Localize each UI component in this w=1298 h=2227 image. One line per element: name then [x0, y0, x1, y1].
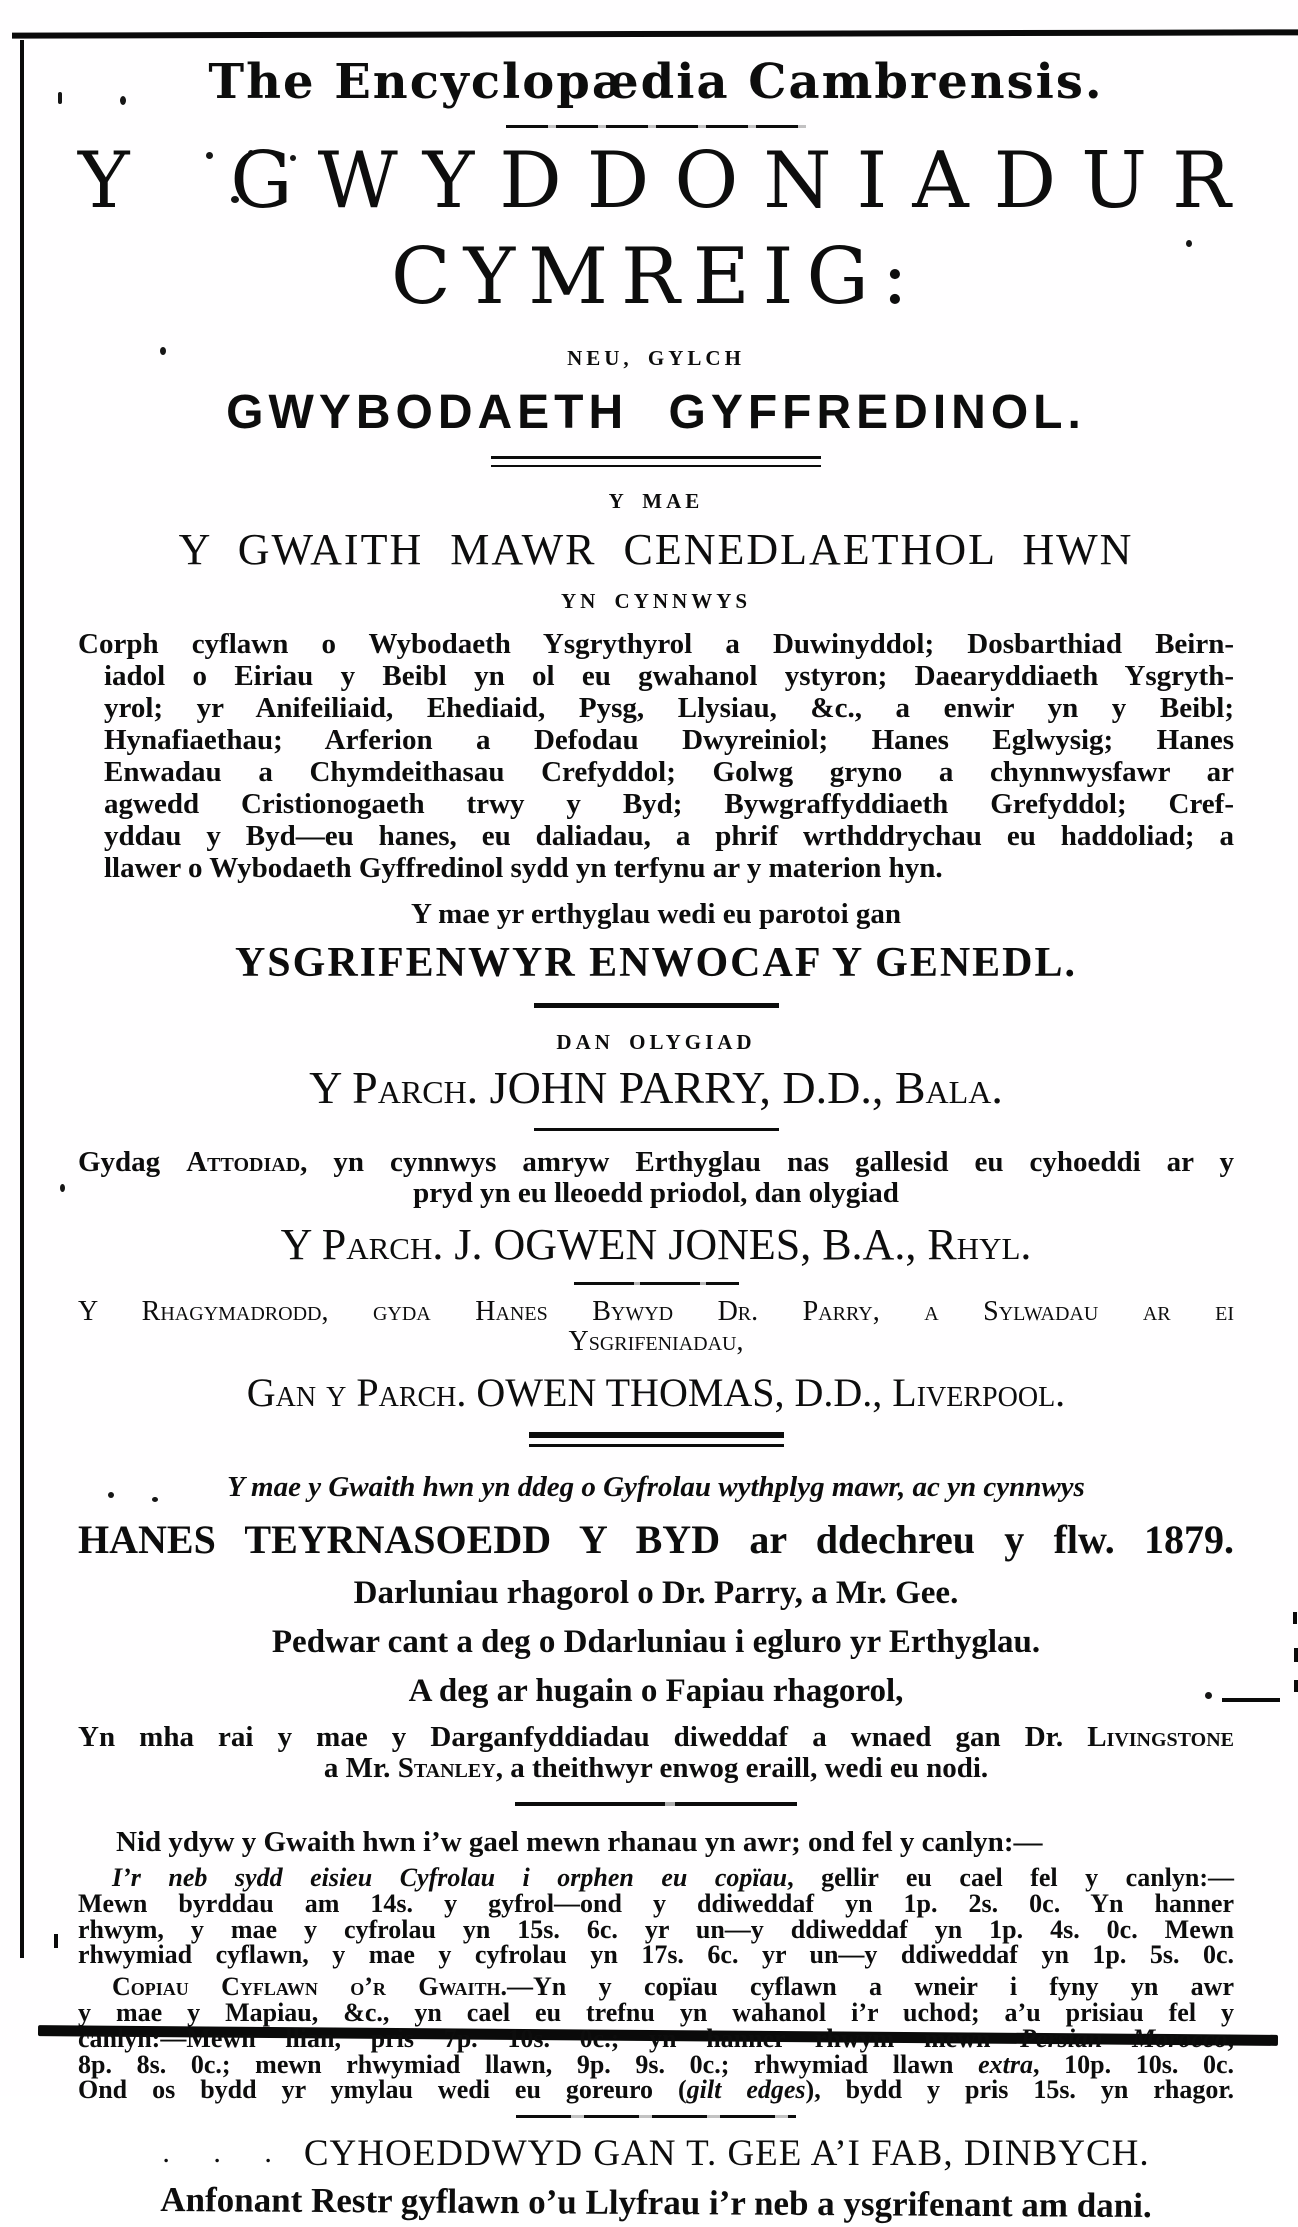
- editor-owen-thomas: Gan y Parch. OWEN THOMAS, D.D., Liverpool.: [246, 1370, 1066, 1415]
- appendix-paragraph: [78, 1147, 1234, 1209]
- preface-line1: Y Rhagymadrodd, gyda Hanes Bywyd Dr. Parry, a Sylwadau ar ei: [78, 1296, 1234, 1327]
- price-line: rhwymiad cyflawn, y mae y cyfrolau yn 17s. 6c. yr un—y ddiweddaf yn 1p. 5s. 0c.: [78, 1940, 1234, 1970]
- section-double-rule: [529, 1432, 784, 1447]
- preface-paragraph: [78, 1297, 1234, 1357]
- scan-mark: [54, 1934, 58, 1948]
- maps-line1: Yn mha rai y mae y Darganfyddiadau diweddaf a wnaed gan Dr. Livingstone: [78, 1721, 1234, 1753]
- page-top-border: [12, 29, 1298, 38]
- masthead-underline: [506, 125, 806, 128]
- complete-copies-paragraph: [78, 1974, 1234, 2103]
- maps-paragraph: [78, 1722, 1234, 1784]
- scan-mark: [1294, 1648, 1298, 1662]
- scan-speck: [60, 1184, 65, 1192]
- contents-line: iadol o Eiriau y Beibl yn ol eu gwahanol ystyron; Daearyddiaeth Ysgryth-: [104, 660, 1234, 692]
- contents-line: yddau y Byd—eu hanes, eu daliadau, a phrif wrthddrychau eu haddoliad; a: [104, 820, 1234, 852]
- editor2-rule: [574, 1282, 739, 1285]
- feature-illustrations: Pedwar cant a deg o Ddarluniau i egluro yr Erthyglau.: [271, 1624, 1041, 1660]
- footer-note: Anfonant Restr gyflawn o’u Llyfrau i’r neb a ysgrifenant am dani.: [160, 2180, 1152, 2226]
- contents-line: agwedd Cristionogaeth trwy y Byd; Bywgraffyddiaeth Grefyddol; Cref-: [104, 788, 1234, 820]
- subtitle-kicker: NEU, GYLCH: [567, 346, 745, 370]
- editor-ogwen-jones: Y Parch. J. OGWEN JONES, B.A., Rhyl.: [280, 1220, 1032, 1269]
- writers-rule: [534, 1003, 779, 1008]
- preface-line2: Ysgrifeniadau,: [568, 1326, 744, 1357]
- volumes-note: Y mae y Gwaith hwn yn ddeg o Gyfrolau wythplyg mawr, ac yn cynnwys: [227, 1471, 1085, 1503]
- editor1-rule: [534, 1128, 779, 1131]
- feature-maps: A deg ar hugain o Fapiau rhagorol,: [408, 1673, 904, 1709]
- contents-line: llawer o Wybodaeth Gyffredinol sydd yn terfynu ar y materion hyn.: [104, 852, 943, 884]
- page-left-border: [20, 40, 24, 1958]
- appendix-line2: pryd yn eu lleoedd priodol, dan olygiad: [413, 1177, 899, 1209]
- publisher-rule: [516, 2115, 796, 2118]
- price-line: canlyn:—Mewn llian, pris 7p. 10s. 0c.; yn hanner rhwym mewn Persian Morocco,: [78, 2023, 1234, 2053]
- advert-content-column: [78, 50, 1256, 2226]
- publisher-line: [78, 2132, 1234, 2175]
- work-title: Y GWAITH MAWR CENEDLAETHOL HWN: [178, 525, 1134, 574]
- writers-line: YSGRIFENWYR ENWOCAF Y GENEDL.: [234, 940, 1078, 986]
- label-y-mae: Y MAE: [608, 489, 704, 513]
- contents-paragraph: [78, 628, 1234, 884]
- editor-john-parry: Y Parch. JOHN PARRY, D.D., Bala.: [309, 1062, 1003, 1113]
- maps-rule: [515, 1802, 797, 1806]
- price-line: 8p. 8s. 0c.; mewn rhwymiad llawn, 9p. 9s. 0c.; rhwymiad llawn extra, 10p. 10s. 0c.: [78, 2049, 1234, 2079]
- subtitle: GWYBODAETH GYFFREDINOL.: [226, 386, 1086, 439]
- subtitle-double-rule: [491, 456, 821, 467]
- availability-line: Nid ydyw y Gwaith hwn i’w gael mewn rhanau yn awr; ond fel y canlyn:—: [116, 1826, 1043, 1858]
- maps-line2: a Mr. Stanley, a theithwyr enwog eraill, wedi eu nodi.: [323, 1752, 989, 1784]
- masthead-title: The Encyclopædia Cambrensis.: [208, 54, 1104, 110]
- scan-mark: [1293, 1612, 1297, 1624]
- volumes-price-paragraph: [78, 1865, 1234, 1968]
- contents-line: yrol; yr Anifeiliaid, Ehediaid, Pysg, Llysiau, &c., a enwir yn y Beibl;: [104, 692, 1234, 724]
- leader-dots: . . .: [162, 2136, 290, 2170]
- contents-line: Corph cyflawn o Wybodaeth Ysgrythyrol a Duwinyddol; Dosbarthiad Beirn-: [78, 628, 1234, 660]
- scan-mark: [1294, 1680, 1298, 1692]
- main-title-line2: CYMREIG:: [390, 232, 922, 322]
- prepared-by-line: Y mae yr erthyglau wedi eu parotoi gan: [410, 898, 902, 930]
- price-line: rhwym, y mae y cyfrolau yn 15s. 6c. yr un—y ddiweddaf yn 1p. 4s. 0c. Mewn: [78, 1914, 1234, 1944]
- main-title-line1: Y GWYDDONIADUR: [78, 136, 1256, 226]
- feature-portraits: Darluniau rhagorol o Dr. Parry, a Mr. Gee.: [353, 1575, 959, 1611]
- label-yn-cynnwys: YN CYNNWYS: [560, 589, 752, 613]
- price-line: Copiau Cyflawn o’r Gwaith.—Yn y copïau cyflawn a wneir i fyny yn awr: [112, 1972, 1234, 2002]
- contents-line: Enwadau a Chymdeithasau Crefyddol; Golwg gryno a chynnwysfawr ar: [104, 756, 1234, 788]
- label-dan-olygiad: DAN OLYGIAD: [556, 1030, 756, 1054]
- price-line: y mae y Mapiau, &c., yn cael eu trefnu yn wahanol i’r uchod; a’u prisiau fel y: [78, 1997, 1234, 2027]
- scan-speck: [58, 92, 62, 104]
- price-line: Ond os bydd yr ymylau wedi eu goreuro (gilt edges), bydd y pris 15s. yn rhagor.: [78, 2075, 1234, 2105]
- hanes-teyrnasoedd-line: HANES TEYRNASOEDD Y BYD ar ddechreu y flw. 1879.: [78, 1517, 1234, 1562]
- publisher-text: CYHOEDDWYD GAN T. GEE A’I FAB, DINBYCH.: [303, 2133, 1150, 2175]
- price-line: I’r neb sydd eisieu Cyfrolau i orphen eu copïau, gellir eu cael fel y canlyn:—: [112, 1863, 1234, 1892]
- appendix-line1: Gydag Attodiad, yn cynnwys amryw Erthyglau nas gallesid eu cyhoeddi ar y: [78, 1146, 1235, 1178]
- contents-line: Hynafiaethau; Arferion a Defodau Dwyreiniol; Hanes Eglwysig; Hanes: [104, 724, 1234, 756]
- price-line: Mewn byrddau am 14s. y gyfrol—ond y ddiweddaf yn 1p. 2s. 0c. Yn hanner: [78, 1888, 1234, 1918]
